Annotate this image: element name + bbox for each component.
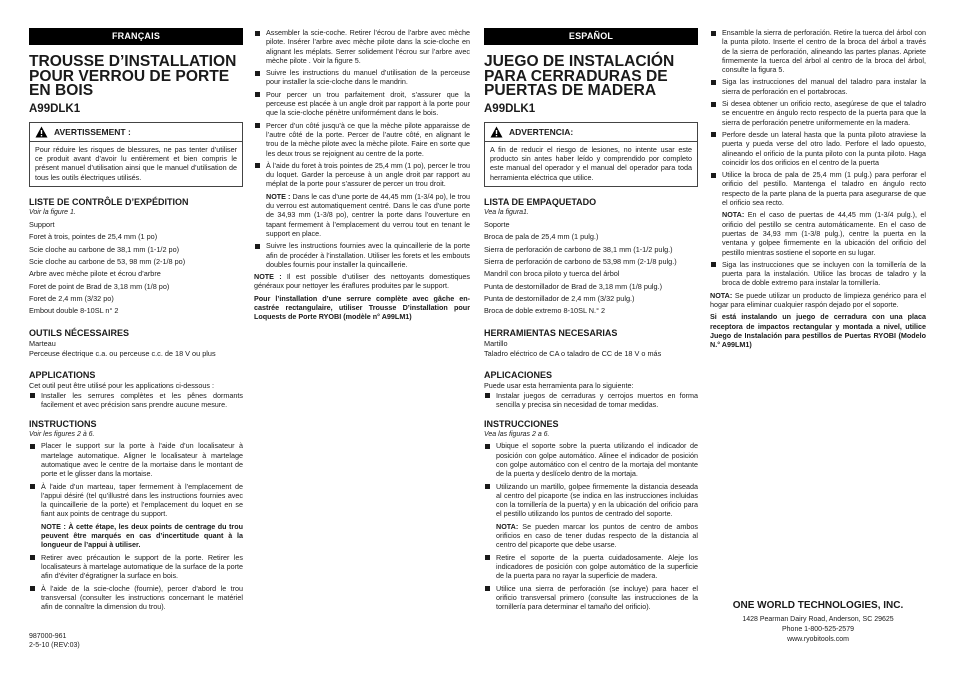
checklist xyxy=(29,219,243,317)
warning-title: AVERTISSEMENT : xyxy=(54,126,131,137)
bullet-item: Pour percer un trou parfaitement droit, s’assurer que la perceuse est placée à un angle droit par rapport à la porte pour que la scie-cloche pénètre uniformément dans le bois. xyxy=(254,90,470,118)
company-phone: Phone 1-800-525-2579 xyxy=(781,626,854,633)
document-code xyxy=(29,632,80,650)
section-title-instructions: INSTRUCCIONES xyxy=(484,419,559,430)
note-text: En el caso de puertas de 44,45 mm (1-3/4 pulg.), el orificio del pestillo se centra automáticamente. En el caso de puertas de 34,93 mm (1-3/8 pulg.), centre la puerta en la ventana y golpee firmemente en la ubicación del orificio del pestillo mientras sostiene el soporte en su lugar. xyxy=(722,210,926,257)
list-item: Punta de destornillador de 2,4 mm (3/32 pulg.) xyxy=(484,293,635,303)
note-label: NOTE : xyxy=(254,272,282,282)
note-text: Dans le cas d’une porte de 44,45 mm (1-3/4 po), le trou du verrou est automatiquement centré. Dans le cas d’une porte de 34,93 mm (1-3/8 po), centrer la porte dans l’ouverture en tapant fermement à l’emplacement du verrou tout en tenant le support en place. xyxy=(266,191,470,238)
list-item: Soporte xyxy=(484,220,510,230)
note-text: Se puede utilizar un producto de limpieza genérico para el hogar para eliminar cualquier raspón dejado por el soporte. xyxy=(710,290,926,310)
list-item: Embout double 8-10SL n° 2 xyxy=(29,306,119,316)
section-title-checklist: LISTE DE CONTRÔLE D’EXPÉDITION xyxy=(29,197,189,208)
section-title-packing: LISTA DE EMPAQUETADO xyxy=(484,197,597,208)
note xyxy=(710,291,926,310)
list-item: Mandril con broca piloto y tuerca del árbol xyxy=(484,269,620,279)
warning-text: Pour réduire les risques de blessures, ne pas tenter d’utiliser ce produit avant d’avoir lu entièrement et bien compris le présent manuel d’utilisation ainsi que le manuel d’utilisation de tous les outils électriques utilisés. xyxy=(35,144,237,182)
section-subtitle: Vea la figura1. xyxy=(484,209,529,217)
page-title-french: TROUSSE D’INSTALLATION POUR VERROU DE PORTE EN BOIS xyxy=(29,53,237,99)
bullet-item: Siga las instrucciones que se incluyen con la tornillería de la puerta para la instalación. Utilice las brocas de taladro y la broca de doble extremo para instalar la tornillería. xyxy=(710,260,926,288)
bullet-list xyxy=(29,441,243,518)
list-item: Support xyxy=(29,220,55,230)
company-name: ONE WORLD TECHNOLOGIES, INC. xyxy=(732,600,904,611)
bullet-item: Installer les serrures complètes et les pênes dormants facilement et avec précision sans prendre aucune mesure. xyxy=(29,391,243,410)
list-item: Perceuse électrique c.a. ou perceuse c.c. de 18 V ou plus xyxy=(29,349,216,358)
bullet-list xyxy=(254,241,470,269)
note-text: Se pueden marcar los puntos de centro de ambos orificios en caso de tener dudas respecto de la distancia al centro del picaporte que debe usarse. xyxy=(496,521,699,550)
page-title-spanish: JUEGO DE INSTALACIÓN PARA CERRADURAS DE PUERTAS DE MADERA xyxy=(484,53,675,99)
warning-triangle-icon xyxy=(35,126,48,138)
fr-column-2 xyxy=(254,28,470,325)
language-bar-french: FRANÇAIS xyxy=(29,28,243,45)
section-title-tools: OUTILS NÉCESSAIRES xyxy=(29,327,130,338)
bullet-list xyxy=(710,260,926,288)
list-item: Broca de pala de 25,4 mm (1 pulg.) xyxy=(484,232,599,242)
note xyxy=(484,522,698,550)
list-item: Punta de destornillador de Brad de 3,18 mm (1/8 pulg.) xyxy=(484,281,663,291)
packing-list xyxy=(484,219,698,317)
bullet-list xyxy=(29,391,243,410)
warning-box xyxy=(29,122,243,188)
list-item: Sierra de perforación de carbono de 53,98 mm (2-1/8 pulg.) xyxy=(484,257,677,267)
bullet-item: À l’aide du foret à trois pointes de 25,4 mm (1 po), percer le trou du loquet. Garder la perceuse à un angle droit par rapport au méplat de la porte pour s’assurer de percer un trou droit. xyxy=(254,161,470,189)
es-column-1 xyxy=(484,28,698,614)
list-item: Broca de doble extremo 8-10SL N.° 2 xyxy=(484,306,606,316)
note xyxy=(29,522,243,550)
bullet-item: Retire el soporte de la puerta cuidadosamente. Aleje los indicadores de posición con golpe automático de la superficie de la puerta para no rayar la superficie de madera. xyxy=(484,553,698,581)
section-title-instructions: INSTRUCTIONS xyxy=(29,419,97,430)
note-label: NOTE : xyxy=(41,521,66,531)
section-subtitle: Voir la figure 1. xyxy=(29,209,76,217)
section-subtitle: Vea las figuras 2 a 6. xyxy=(484,431,550,439)
section-title-applications: APPLICATIONS xyxy=(29,369,96,380)
bullet-item: Retirer avec précaution le support de la porte. Retirer les localisateurs à martelage automatique de la surface de la porte afin d’éviter d’égratigner la surface en bois. xyxy=(29,553,243,581)
list-item: Taladro eléctrico de CA o taladro de CC de 18 V o más xyxy=(484,349,662,358)
list-item: Scie cloche au carbone de 38,1 mm (1-1/2 po) xyxy=(29,244,180,254)
list-item: Foret de point de Brad de 3,18 mm (1/8 po) xyxy=(29,281,170,291)
model-number: A99DLK1 xyxy=(484,102,536,115)
list-item: Arbre avec mèche pilote et écrou d’arbre xyxy=(29,269,161,279)
section-title-tools: HERRAMIENTAS NECESARIAS xyxy=(484,327,618,338)
bullet-item: Ubique el soporte sobre la puerta utilizando el indicador de posición con golpe automático. Alinee el indicador de posición con golpe automático con el centro de la mortaja del montante de la puerta y deslícelo dentro de la mortaja. xyxy=(484,441,698,478)
bullet-list xyxy=(710,28,926,207)
list-item: Scie cloche au carbone de 53, 98 mm (2-1/8 po) xyxy=(29,257,186,267)
bullet-list xyxy=(484,391,698,410)
bullet-item: Utilizando un martillo, golpee firmemente la distancia deseada al centro del picaporte (se indica en las instrucciones incluidas con la tornillería de la puerta) y en la ubicación del orificio para el pestillo utilizando los puntos de centrado del soporte. xyxy=(484,482,698,519)
bullet-item: Assembler la scie-coche. Retirer l’écrou de l’arbre avec mèche pilote. Insérer l’arbre avec mèche pilote dans la scie-cloche en alignant les méplats. Serrer solidement l’écrou sur l’arbre avec mèche pilote . Voir la figure 5. xyxy=(254,28,470,65)
warning-title: ADVERTENCIA: xyxy=(509,126,574,137)
note-text: À cette étape, les deux points de centrage du trou peuvent être marqués en cas d’incertitude quant à la longueur de l’appui à utiliser. xyxy=(41,521,243,550)
warning-header xyxy=(485,123,697,142)
bullet-list xyxy=(254,28,470,189)
paragraph: Cet outil peut être utilisé pour les applications ci-dessous : xyxy=(29,380,214,390)
bullet-item: Siga las instrucciones del manual del taladro para instalar la sierra de perforación en el portabrocas. xyxy=(710,77,926,96)
note-text: Il est possible d’utiliser des nettoyants domestiques généraux pour nettoyer les éraflures produites par le support. xyxy=(254,272,471,291)
model-number: A99DLK1 xyxy=(29,102,81,115)
note-label: NOTA: xyxy=(710,290,733,300)
list-item: Sierra de perforación de carbono de 38,1 mm (1-1/2 pulg.) xyxy=(484,244,673,254)
bullet-item: Placer le support sur la porte à l’aide d’un localisateur à martelage automatique. Aligner le localisateur à martelage automatique avec le centre de la mortaise dans le montant de porte et le glisser dans la mortaise. xyxy=(29,441,243,478)
note xyxy=(254,272,470,291)
section-title-applications: APLICACIONES xyxy=(484,369,553,380)
note xyxy=(254,192,470,238)
note-label: NOTA: xyxy=(496,521,519,531)
warning-header xyxy=(30,123,242,142)
company-website: www.ryobitools.com xyxy=(787,636,849,643)
warning-box xyxy=(484,122,698,188)
bullet-item: Perfore desde un lateral hasta que la punta piloto atraviese la puerta y pueda verse del otro lado. Perfore el lado opuesto, alineando el orificio de la punta piloto con la punta piloto. Haga coincidir los dos orificios en el centro de la puerta xyxy=(710,130,926,167)
bullet-item: Utilice una sierra de perforación (se incluye) para hacer el orificio transversal primero (consulte las instrucciones de la tornillería para determinar el tamaño del orificio). xyxy=(484,584,698,612)
bullet-list xyxy=(29,553,243,612)
es-column-2 xyxy=(710,28,926,353)
warning-text: A fin de reducir el riesgo de lesiones, no intente usar este producto sin antes haber leído y comprendido por completo este manual del operador y el manual del operador para toda herramienta eléctrica que utilice. xyxy=(490,144,692,182)
bullet-item: Si desea obtener un orificio recto, asegúrese de que el taladro se encuentre en ángulo recto respecto de la puerta para que la sierra de perforación penetre uniformemente en la madera. xyxy=(710,99,926,127)
bold-paragraph: Pour l’installation d’une serrure complète avec gâche en-castrée rectangulaire, utiliser Trousse D’installation pour Loquests de Porte RYOBI (modèle n° A99LM1) xyxy=(254,293,470,322)
note-label: NOTE : xyxy=(266,191,291,201)
bullet-item: Utilice la broca de pala de 25,4 mm (1 pulg.) para perforar el orificio del pestillo. Mantenga el taladro en ángulo recto respecto de la parte plana de la puerta para asegurarse de que el orificio sea recto. xyxy=(710,170,926,207)
list-item: Martillo xyxy=(484,338,508,348)
bullet-item: Suivre les instructions fournies avec la quincaillerie de la porte afin de procéder à l’installation. Utiliser les forets et les embouts doubles fournis pour installer la quincaillerie. xyxy=(254,241,470,269)
bullet-list xyxy=(484,441,698,518)
part-number: 987000-961 xyxy=(29,633,67,640)
language-bar-spanish: ESPAÑOL xyxy=(484,28,698,45)
bullet-item: Suivre les instructions du manuel d’utilisation de la perceuse pour installer la scie-cloche dans le mandrin. xyxy=(254,68,470,87)
company-block xyxy=(710,600,926,645)
section-subtitle: Voir les figures 2 à 6. xyxy=(29,431,95,439)
bullet-list xyxy=(484,553,698,612)
warning-triangle-icon xyxy=(490,126,503,138)
bullet-item: Instalar juegos de cerraduras y cerrojos muertos en forma sencilla y precisa sin necesidad de tomar medidas. xyxy=(484,391,698,410)
bullet-item: À l’aide de la scie-cloche (fournie), percer d’abord le trou transversal (consulter les instructions concernant le matériel afin de connaître la dimension du trou). xyxy=(29,584,243,612)
paragraph: Puede usar esta herramienta para lo siguiente: xyxy=(484,380,634,390)
note-label: NOTA: xyxy=(722,210,745,220)
bullet-item: À l’aide d’un marteau, taper fermement à l’emplacement de l’appui désiré (tel qu’illustré dans les instructions fournies avec la quincaillerie de la porte) et l’emplacement du loquet en se fiant aux points de centrage du support. xyxy=(29,482,243,519)
fr-column-1 xyxy=(29,28,243,614)
bullet-item: Ensamble la sierra de perforación. Retire la tuerca del árbol con la punta piloto. Inserte el centro de la broca del árbol a través de la sierra de perforación, alineando las partes planas. Apriete firmemente la tuerca del árbol al centro de la broca del árbol, consulte la figura 5. xyxy=(710,28,926,74)
list-item: Foret à trois, pointes de 25,4 mm (1 po) xyxy=(29,232,158,242)
list-item: Foret de 2,4 mm (3/32 po) xyxy=(29,293,114,303)
bullet-item: Percer d’un côté jusqu’à ce que la mèche pilote apparaisse de l’autre côté de la porte. Percer de l’autre côté, en alignant le trou de la mèche pilote avec la mèche pilote. Faire en sorte que les deux trous se rejoignent au centre de la porte. xyxy=(254,121,470,158)
bold-paragraph: Si está instalando un juego de cerradura con una placa receptora de impactos rectangular y montada a nivel, utilice Juego de Instalación para pestillos de Puertas RYOBI (Modelo N.° A99LM1) xyxy=(710,312,926,350)
revision-date: 2-5-10 (REV:03) xyxy=(29,642,80,649)
company-address: 1428 Pearman Dairy Road, Anderson, SC 29625 xyxy=(742,616,894,623)
list-item: Marteau xyxy=(29,338,56,348)
note xyxy=(710,210,926,256)
